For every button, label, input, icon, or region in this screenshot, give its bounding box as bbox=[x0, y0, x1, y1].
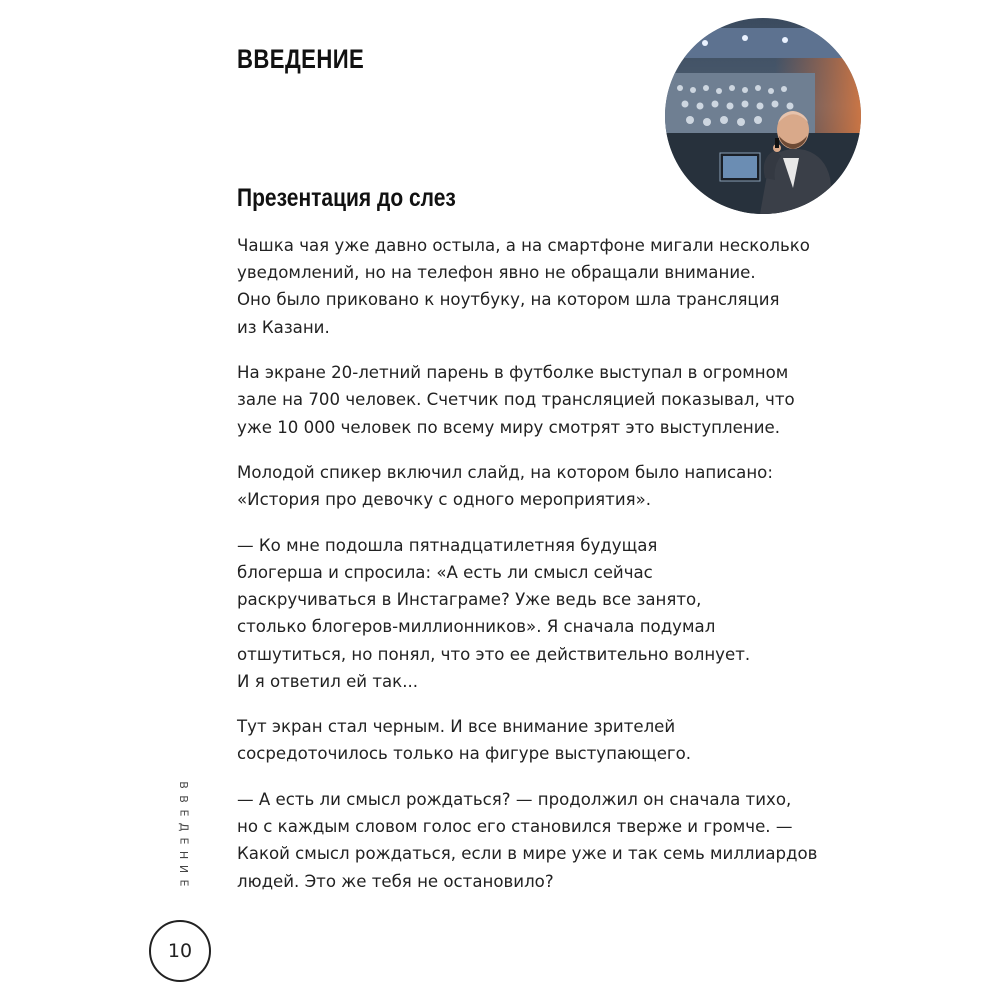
text-line: На экране 20-летний парень в футболке выступал в огромном bbox=[237, 363, 789, 383]
text-line: — Ко мне подошла пятнадцатилетняя будущая bbox=[237, 535, 658, 555]
text-line: Оно было приковано к ноутбуку, на котором шла трансляция bbox=[237, 290, 780, 310]
text-line: уже 10 000 человек по всему миру смотрят это выступление. bbox=[237, 417, 780, 437]
text-line: столько блогеров-миллионников». Я сначала подумал bbox=[237, 617, 716, 637]
running-header-vertical bbox=[176, 778, 190, 890]
text-line: Какой смысл рождаться, если в мире уже и так семь миллиардов bbox=[237, 844, 818, 864]
body-text bbox=[237, 232, 857, 913]
page-number: 10 bbox=[149, 920, 211, 982]
speaker-photo bbox=[665, 18, 861, 214]
text-line: сосредоточилось только на фигуре выступающего. bbox=[237, 744, 692, 764]
running-header-letter: Д bbox=[177, 822, 190, 832]
paragraph bbox=[237, 232, 857, 341]
text-line: раскручиваться в Инстаграме? Уже ведь все занято, bbox=[237, 590, 702, 610]
chapter-title: ВВЕДЕНИЕ bbox=[237, 44, 365, 74]
paragraph bbox=[237, 532, 857, 695]
running-header-letter: Е bbox=[176, 837, 190, 845]
text-line: Молодой спикер включил слайд, на котором было написано: bbox=[237, 463, 773, 483]
text-line: Тут экран стал черным. И все внимание зрителей bbox=[237, 717, 676, 737]
section-title: Презентация до слез bbox=[237, 184, 456, 212]
running-header-letter: Е bbox=[176, 879, 190, 887]
text-line: но с каждым словом голос его становился тверже и громче. — bbox=[237, 817, 793, 837]
text-line: уведомлений, но на телефон явно не обращали внимание. bbox=[237, 263, 756, 283]
paragraph bbox=[237, 786, 857, 895]
running-header-letter: И bbox=[176, 864, 190, 874]
running-header-letter: Н bbox=[177, 850, 190, 860]
text-line: блогерша и спросила: «А есть ли смысл сейчас bbox=[237, 562, 653, 582]
text-line: «История про девочку с одного мероприятия». bbox=[237, 490, 652, 510]
text-line: — А есть ли смысл рождаться? — продолжил он сначала тихо, bbox=[237, 789, 792, 809]
text-line: отшутиться, но понял, что это ее действительно волнует. bbox=[237, 644, 751, 664]
paragraph bbox=[237, 713, 857, 767]
running-header-letter: Е bbox=[176, 809, 190, 817]
running-header-letter: В bbox=[176, 781, 190, 789]
paragraph bbox=[237, 459, 857, 513]
text-line: людей. Это же тебя не остановило? bbox=[237, 871, 554, 891]
running-header-letter: В bbox=[176, 795, 190, 803]
text-line: И я ответил ей так... bbox=[237, 671, 419, 691]
paragraph bbox=[237, 359, 857, 441]
text-line: Чашка чая уже давно остыла, а на смартфоне мигали несколько bbox=[237, 236, 810, 255]
text-line: зале на 700 человек. Счетчик под трансляцией показывал, что bbox=[237, 390, 795, 410]
text-line: из Казани. bbox=[237, 317, 330, 337]
